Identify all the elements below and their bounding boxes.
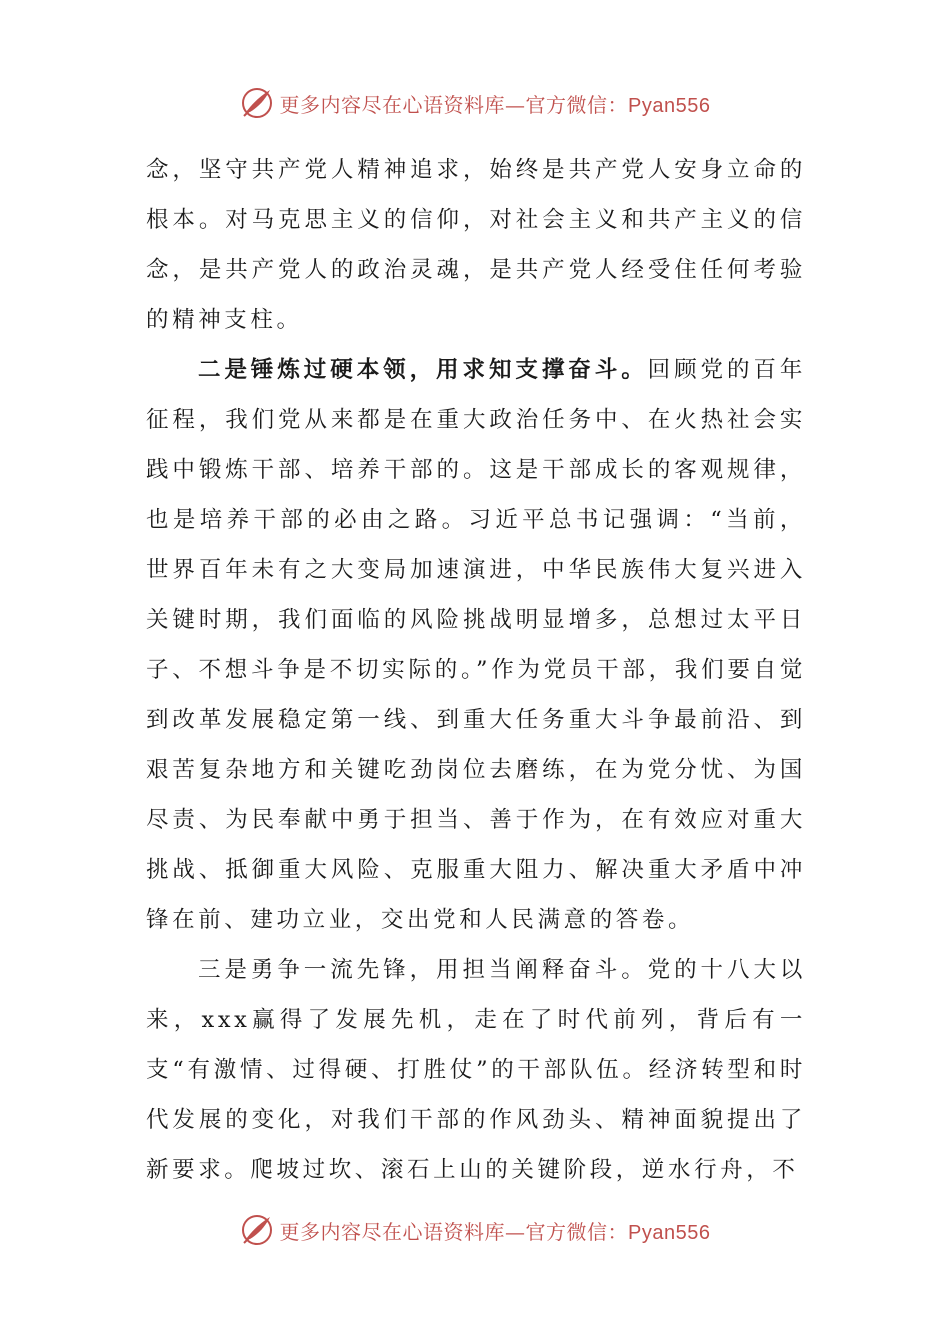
paragraph-1	[146, 145, 806, 345]
watermark-dash: —	[505, 1219, 526, 1244]
header-watermark	[0, 83, 950, 123]
paragraph-2-text: 回顾党的百年征程，我们党从来都是在重大政治任务中、在火热社会实践中锻炼干部、培养干部的。这是干部成长的客观规律，也是培养干部的必由之路。习近平总书记强调：“当前，世界百年未有之大变局加速演进，中华民族伟大复兴进入关键时期，我们面临的风险挑战明显增多，总想过太平日子、不想斗争是不切实际的。”作为党员干部，我们要自觉到改革发展稳定第一线、到重大任务重大斗争最前沿、到艰苦复杂地方和关键吃劲岗位去磨练，在为党分忧、为国尽责、为民奉献中勇于担当、善于作为，在有效应对重大挑战、抵御重大风险、克服重大阻力、解决重大矛盾中冲锋在前、建功立业，交出党和人民满意的答卷。	[146, 357, 807, 933]
watermark-label: 官方微信：	[525, 1219, 629, 1244]
watermark-text	[280, 1216, 711, 1245]
paragraph-2	[146, 345, 806, 945]
watermark-dash: —	[505, 92, 526, 117]
watermark-text	[280, 89, 711, 118]
paragraph-3-text: 三是勇争一流先锋，用担当阐释奋斗。党的十八大以来，xxx赢得了发展先机，走在了时代前列，背后有一支“有激情、过得硬、打胜仗”的干部队伍。经济转型和时代发展的变化，对我们干部的作风劲头、精神面貌提出了新要求。爬坡过坎、滚石上山的关键阶段，逆水行舟，不	[146, 957, 806, 1183]
paragraph-3	[146, 945, 806, 1195]
watermark-id: Pyan556	[628, 94, 711, 117]
watermark-brand: 更多内容尽在心语资料库	[279, 92, 506, 117]
footer-watermark	[0, 1210, 950, 1250]
paragraph-1-text: 念，坚守共产党人精神追求，始终是共产党人安身立命的根本。对马克思主义的信仰，对社会主义和共产主义的信念，是共产党人的政治灵魂，是共产党人经受住任何考验的精神支柱。	[146, 157, 806, 333]
paragraph-2-lead: 二是锤炼过硬本领，用求知支撑奋斗。	[198, 357, 648, 383]
watermark-id: Pyan556	[628, 1221, 711, 1244]
quill-pen-circle-icon	[240, 1213, 274, 1247]
quill-pen-circle-icon	[240, 86, 274, 120]
document-body	[146, 145, 806, 1195]
watermark-label: 官方微信：	[525, 92, 629, 117]
watermark-brand: 更多内容尽在心语资料库	[279, 1219, 506, 1244]
